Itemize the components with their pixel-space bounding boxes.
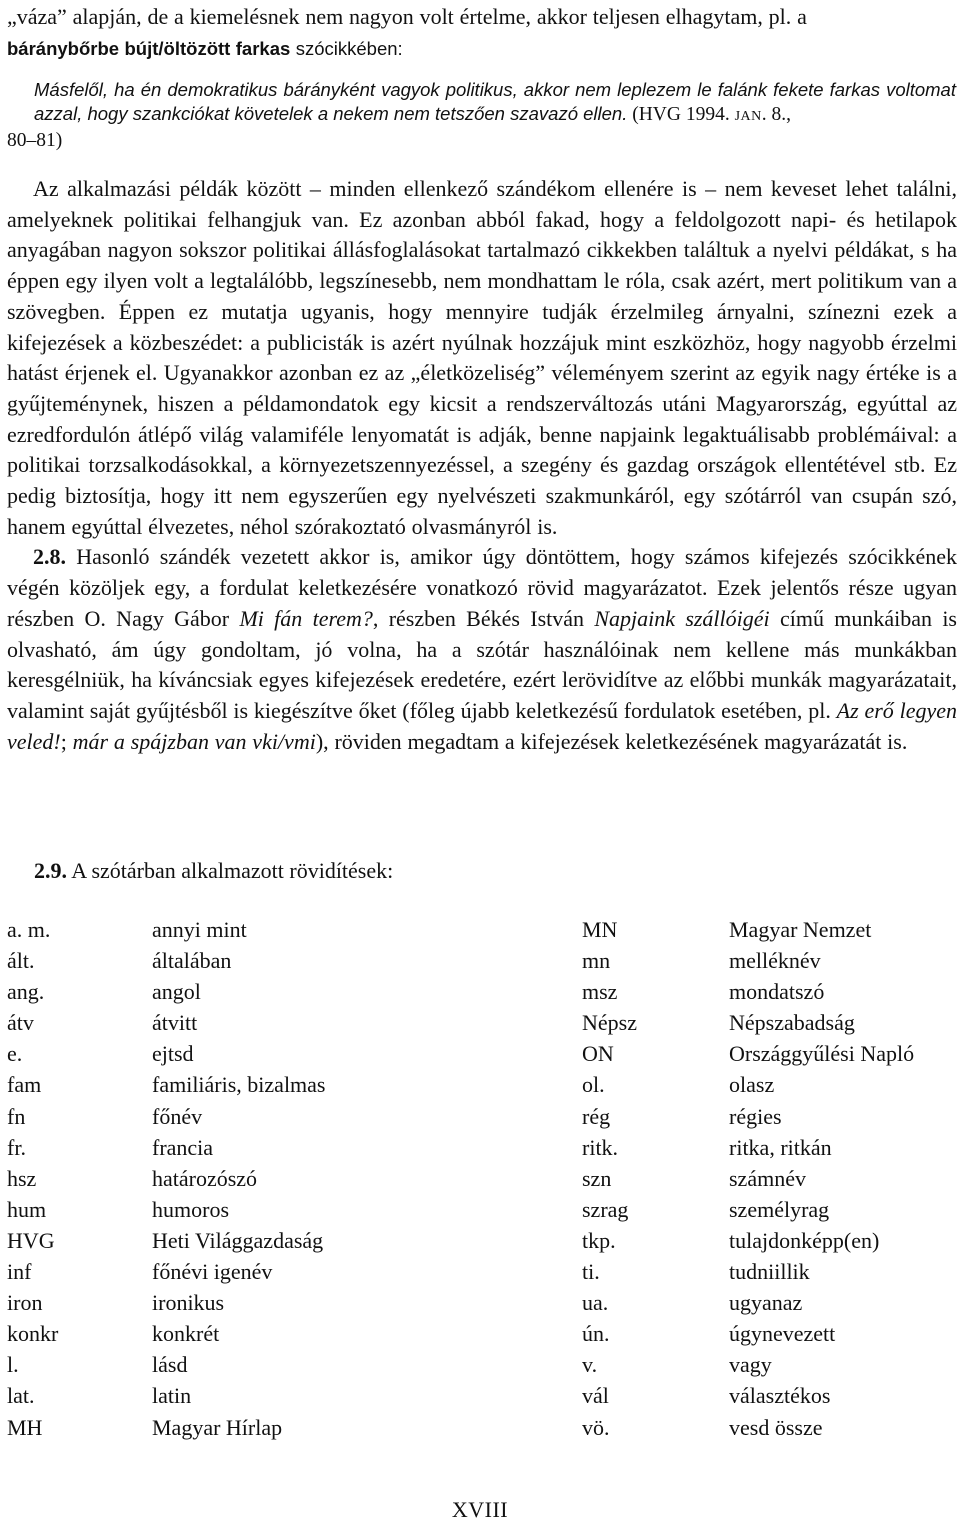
table-row	[7, 1256, 957, 1287]
table-row	[7, 1101, 957, 1132]
abbreviation-meaning: főnévi igenév	[152, 1259, 273, 1285]
abbreviation: v.	[582, 1352, 598, 1378]
example-phrase: Az erő legyen veled!	[7, 697, 957, 754]
abbreviation: átv	[7, 1010, 34, 1036]
table-row	[7, 1007, 957, 1038]
table-row	[7, 945, 957, 976]
table-row	[7, 1287, 957, 1318]
abbreviation: mn	[582, 948, 611, 974]
abbreviation: vál	[582, 1383, 609, 1409]
abbreviation-meaning: úgynevezett	[729, 1321, 836, 1347]
abbreviation-meaning: ugyanaz	[729, 1290, 803, 1316]
headword: báránybőrbe bújt/öltözött farkas	[7, 37, 291, 59]
abbreviation: ti.	[582, 1259, 600, 1285]
intro-paragraph	[7, 2, 957, 64]
abbreviation-meaning: latin	[152, 1383, 192, 1409]
table-row	[7, 1132, 957, 1163]
abbreviation: fr.	[7, 1134, 26, 1160]
abbreviation: ol.	[582, 1072, 605, 1098]
abbreviation-meaning: tudniillik	[729, 1259, 810, 1285]
abbreviation: Népsz	[582, 1010, 637, 1036]
abbreviation: inf	[7, 1259, 32, 1285]
abbreviation-meaning: Magyar Nemzet	[729, 917, 872, 942]
abbreviation: ritk.	[582, 1134, 619, 1160]
abbreviation-meaning: melléknév	[729, 948, 821, 974]
abbreviation-meaning: személyrag	[729, 1196, 830, 1222]
abbreviation-meaning: olasz	[729, 1072, 775, 1098]
abbreviation-meaning: ritka, ritkán	[729, 1134, 832, 1160]
table-row	[7, 1318, 957, 1349]
table-row	[7, 1069, 957, 1100]
abbreviation: fn	[7, 1103, 26, 1129]
quote-reference-pages: 80–81)	[7, 130, 63, 151]
abbreviation: a. m.	[7, 917, 51, 942]
abbreviation-meaning: általában	[152, 948, 232, 974]
section-number: 2.8.	[33, 544, 66, 570]
abbreviation: MH	[7, 1414, 43, 1440]
abbreviation: ún.	[582, 1321, 610, 1347]
example-quote	[7, 78, 956, 153]
abbreviation-meaning: határozószó	[152, 1165, 258, 1191]
quote-text: Másfelől, ha én demokratikus bárányként vagyok politikus, akkor nem leplezem le falánk fekete farkas voltomat azzal, hogy szankciókat követelek a nekem nem tetszően szavazó ellen.	[34, 79, 956, 124]
abbreviation-meaning: angol	[152, 979, 201, 1005]
abbreviation-meaning: átvitt	[152, 1010, 198, 1036]
abbreviation: hum	[7, 1196, 47, 1222]
abbreviation: konkr	[7, 1321, 59, 1347]
section-number: 2.9.	[34, 858, 67, 883]
section-2-8: 2.8. Hasonló szándék vezetett akkor is, amikor úgy döntöttem, hogy számos kifejezés szócikkének végén közöljek egy, a fordulat keletkezésére vonatkozó rövid magyarázatot. Ezek jelentős része ugyan részben O. Nagy Gábor Mi fán terem?, részben Békés István Napjaink szállóigéi című munkáiban is olvasható, ám úgy gondoltam, jó volna, ha a szótár használóinak nem kellene más munkákban keresgélniük, ha kíváncsiak egyes kifejezések eredetére, ezért lerövidítve az előbbi munkák magyarázatait, valamint saját gyűjtésből is kiegészítve őket (főleg újabb keletkezésű fordulatok esetében, pl. Az erő legyen veled!; már a spájzban van vki/vmi), röviden megadtam a kifejezések keletkezésének magyarázatát is.	[7, 544, 957, 754]
intro-text: „váza” alapján, de a kiemelésnek nem nagyon volt értelme, akkor teljesen elhagytam, pl. a	[7, 4, 807, 29]
table-row	[7, 976, 957, 1007]
abbreviation-meaning: főnév	[152, 1103, 203, 1129]
abbreviation: ált.	[7, 948, 35, 974]
abbreviation-meaning: lásd	[152, 1352, 188, 1378]
main-text	[7, 174, 957, 757]
table-row	[7, 914, 957, 945]
abbreviation: l.	[7, 1352, 19, 1378]
abbreviation-meaning: annyi mint	[152, 917, 247, 942]
abbreviation-meaning: humoros	[152, 1196, 229, 1222]
abbreviation-meaning: vesd össze	[729, 1414, 823, 1440]
table-row	[7, 1163, 957, 1194]
abbreviation: rég	[582, 1103, 611, 1129]
book-title: Mi fán terem?	[239, 605, 373, 631]
table-row	[7, 1194, 957, 1225]
abbreviation: ON	[582, 1041, 614, 1067]
table-row	[7, 1412, 957, 1443]
abbreviation: hsz	[7, 1165, 37, 1191]
quote-reference: (HVG 1994. JAN. 8.,	[627, 104, 792, 125]
table-row	[7, 1225, 957, 1256]
book-title: Napjaink szállóigéi	[594, 605, 770, 631]
example-phrase: már a spájzban van vki/vmi	[72, 728, 316, 754]
abbreviation-meaning: ironikus	[152, 1290, 225, 1316]
abbreviation: ang.	[7, 979, 45, 1005]
abbreviation-meaning: tulajdonképp(en)	[729, 1227, 880, 1253]
paragraph-1: Az alkalmazási példák között – minden ellenkező szándékom ellenére is – nem keveset lehet találni, amelyeknek politikai felhangjuk van. Ez azonban abból fakad, hogy a feldolgozott napi- és hetilapok anyagában nagyon sokszor politikai állásfoglalásokat tartalmazó cikkekben találtuk a nyelvi példákat, s ha éppen egy ilyen volt a legtalálóbb, legszínesebb, nem mondhattam le róla, csak azért, mert politikum van a szövegben. Éppen ez mutatja ugyanis, hogy mennyire tudják érzelmileg árnyalni, színezni ezek a kifejezések a közbeszédet: a publicisták is azért nyúlnak hozzájuk mint eszközhöz, hogy nagyobb érzelmi hatást érjenek el. Ugyanakkor azonban ez az „életközeliség” véleményem szerint az egyik nagy értéke is a gyűjteménynek, hiszen a példamondatok egy kicsit a rendszerváltozás utáni Magyarország, egyúttal az ezredfordulón átlépő világ valamiféle lenyomatát is adják, benne napjaink legaktuálisabb problémáival: a politikai torzsalkodásokkal, a környezetszennyezéssel, a szegény és gazdag országok ellentétével stb. Ez pedig biztosítja, hogy itt nem egyszerűen egy nyelvészeti szakmunkáról, egy szótárról van csupán szó, hanem egyúttal élvezetes, néhol szórakoztató olvasmányról is.	[7, 176, 957, 539]
abbreviation-meaning: familiáris, bizalmas	[152, 1072, 326, 1098]
abbreviation-meaning: számnév	[729, 1165, 806, 1191]
abbreviation: tkp.	[582, 1227, 616, 1253]
abbreviation-meaning: Heti Világgazdaság	[152, 1227, 324, 1253]
abbreviation-rows	[7, 914, 957, 1443]
abbreviation-meaning: konkrét	[152, 1321, 220, 1347]
abbreviation-meaning: vagy	[729, 1352, 772, 1378]
abbreviation-table	[7, 914, 957, 1443]
abbreviation-meaning: mondatszó	[729, 979, 825, 1005]
abbreviation-meaning: francia	[152, 1134, 214, 1160]
abbreviation: lat.	[7, 1383, 35, 1409]
table-row	[7, 1349, 957, 1380]
abbreviation: iron	[7, 1290, 43, 1316]
abbreviation: szrag	[582, 1196, 629, 1222]
abbreviation-meaning: Népszabadság	[729, 1010, 855, 1036]
abbreviation: szn	[582, 1165, 612, 1191]
abbreviation: MN	[582, 917, 618, 942]
abbreviation-meaning: ejtsd	[152, 1041, 194, 1067]
section-2-9: 2.9. A szótárban alkalmazott rövidítések:	[34, 858, 394, 883]
abbreviation: ua.	[582, 1290, 609, 1316]
abbreviation: HVG	[7, 1227, 55, 1253]
abbreviation: msz	[582, 979, 618, 1005]
abbreviation: vö.	[582, 1414, 610, 1440]
abbreviation-meaning: választékos	[729, 1383, 831, 1409]
table-row	[7, 1380, 957, 1411]
abbreviation: fam	[7, 1072, 42, 1098]
abbreviation-meaning: régies	[729, 1103, 782, 1129]
abbreviation-meaning: Országgyűlési Napló	[729, 1041, 915, 1067]
table-row	[7, 1038, 957, 1069]
abbreviation-meaning: Magyar Hírlap	[152, 1414, 283, 1440]
intro-text-after: szócikkében:	[290, 37, 403, 59]
page-number: XVIII	[451, 1497, 509, 1522]
abbreviation: e.	[7, 1041, 23, 1067]
